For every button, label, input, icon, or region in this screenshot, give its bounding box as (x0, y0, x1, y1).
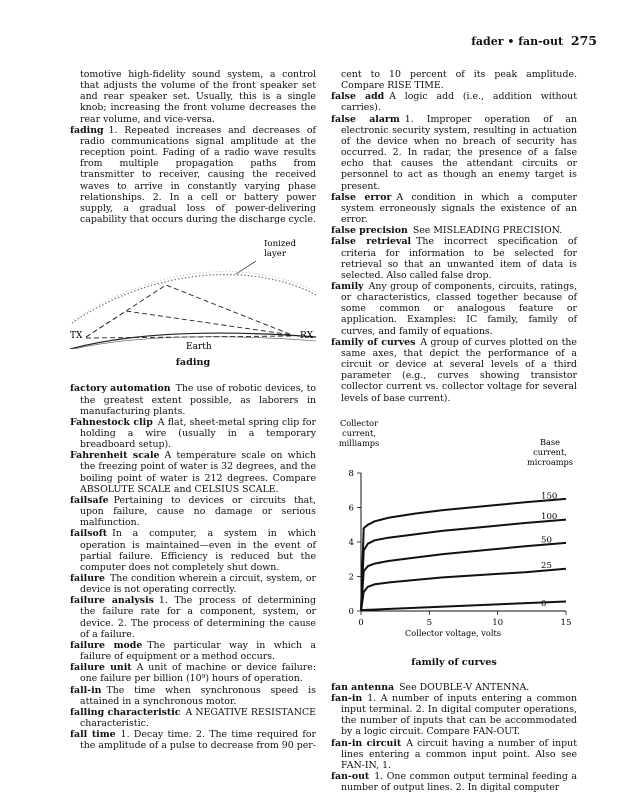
x-tick-label: 0 (358, 617, 364, 628)
right-column (331, 69, 577, 793)
ionized-layer-edge (74, 272, 316, 320)
glossary-entry (331, 91, 577, 113)
entry-term: fall-in (70, 684, 102, 696)
entry-definition: A condition in which a computer system erroneously signals the existence of an error. (341, 191, 577, 226)
entry-term: fan-in circuit (331, 737, 402, 749)
right-bottom-entries (331, 682, 577, 794)
x-axis-label: Collector voltage, volts (405, 627, 501, 638)
chart-caption: family of curves (411, 656, 497, 668)
left-column (70, 69, 316, 752)
entry-term: false retrieval (331, 236, 412, 248)
x-tick-label: 10 (492, 617, 504, 628)
y-tick-label: 8 (348, 468, 354, 479)
glossary-entry (70, 528, 316, 573)
glossary-entry (70, 662, 316, 684)
y-tick-label: 4 (348, 537, 354, 548)
entry-definition: A NEGATIVE RESISTANCE characteristic. (80, 706, 317, 730)
entry-term: family of curves (331, 336, 416, 348)
entry-term: family (331, 280, 364, 292)
entry-definition: 1. Repeated increases and decreases of radio communications signal amplitude at the reception point. Fading of a radio wave results from multiple propagation paths from transmitter to receiver, causing the received waves to arrive in constantly varying phase relationships. 2. In a cell or battery power supply, a gradual loss of power-delivering capability that occurs during the discharge cycle. (80, 124, 316, 226)
rx-label: RX (300, 331, 314, 342)
ionized-layer (72, 275, 316, 323)
page-number: 275 (570, 33, 597, 48)
glossary-entry (70, 495, 316, 528)
curve-label-100: 100 (541, 511, 558, 522)
entry-definition: A group of curves plotted on the same axes, that depict the performance of a circuit or device at several levels of a third parameter (e.g., curves showing transistor collector current vs. collector voltage for several levels of base current). (341, 336, 577, 404)
entry-term: failure (70, 573, 105, 584)
y-tick-label: 2 (348, 572, 354, 583)
glossary-entry (331, 236, 577, 281)
tx-label: TX (70, 331, 83, 342)
curve-label-0: 0 (541, 598, 547, 609)
entry-term: Fahrenheit scale (70, 450, 160, 462)
entry-continuation (70, 69, 316, 125)
entry-term: failure mode (70, 639, 143, 651)
sky-wave-path-1 (86, 285, 292, 337)
running-header (471, 33, 597, 48)
glossary-entry (70, 450, 316, 495)
entry-definition: 1. One common output terminal feeding a number of output lines. 2. In digital computer (341, 771, 577, 794)
entry-term: false error (331, 191, 392, 203)
y-tick-label: 6 (348, 503, 354, 514)
entry-definition: 1. The process of determining the failure rate for a component, system, or device. 2. The process of determining the cause of a failure. (80, 595, 316, 640)
glossary-entry (70, 640, 316, 662)
entry-definition: 1. Decay time. 2. The time required for the amplitude of a pulse to decrease from 90 per- (80, 729, 316, 752)
entry-definition: Pertaining to devices or circuits that, upon failure, cause no damage or serious malfunction. (80, 494, 316, 529)
entry-definition: The incorrect specification of criteria for information to be selected for retrieval so that an unwanted item of data is selected. Also called false drop. (341, 236, 577, 281)
entry-definition: tomotive high-fidelity sound system, a control that adjusts the volume of the front speaker set and rear speaker set. Usually, this is a single knob; increasing the front volume decreases the rear volume, and vice-versa. (80, 69, 316, 125)
family-of-curves-chart (331, 418, 577, 653)
left-top-entries (70, 69, 316, 225)
curve-150 (361, 499, 566, 611)
glossary-entry (331, 281, 577, 337)
entry-term: fan antenna (331, 681, 395, 693)
glossary-entry (331, 771, 577, 793)
entry-term: fan-out (331, 771, 370, 783)
entry-term: false precision (331, 225, 408, 237)
entry-term: failure analysis (70, 595, 154, 607)
entry-term: false alarm (331, 113, 400, 125)
glossary-entry (331, 738, 577, 771)
glossary-entry (70, 417, 316, 450)
entry-definition: The particular way in which a failure of equipment or a method occurs. (80, 639, 316, 663)
entry-definition: A temperature scale on which the freezing point of water is 32 degrees, and the boiling point of water is 212 degrees. Compare ABSOLUTE SCALE and CELSIUS SCALE. (80, 450, 316, 495)
entry-definition: See DOUBLE-V ANTENNA. (399, 681, 530, 693)
fading-figure (70, 237, 316, 349)
curve-label-150: 150 (541, 491, 558, 502)
glossary-entry (70, 729, 316, 751)
entry-term: Fahnestock clip (70, 416, 153, 428)
entry-definition: cent to 10 percent of its peak amplitude. Compare RISE TIME. (341, 69, 577, 92)
curve-0 (361, 598, 566, 610)
entry-definition: In a computer, a system in which operation is maintained—even in the event of partial failure. Efficiency is reduced but the computer does not completely shut down. (80, 528, 316, 573)
entry-term: fading (70, 124, 104, 136)
glossary-entry (70, 707, 316, 729)
entry-definition: A flat, sheet-metal spring clip for holding a wire (usually in a temporary breadboard setup). (80, 416, 317, 451)
glossary-entry (331, 192, 577, 225)
y-tick-label: 0 (348, 606, 354, 617)
entry-term: falling characteristic (70, 706, 181, 718)
entry-definition: A logic add (i.e., addition without carries). (341, 91, 577, 114)
legend-title: Base current, microamps (527, 436, 573, 467)
entry-definition: 1. Improper operation of an electronic security system, resulting in actuation of the device when no breach of security has occurred. 2. In radar, the presence of a false echo that causes the attendant circuits or personnel to act as though an enemy target is present. (341, 113, 577, 192)
entry-definition: The time when synchronous speed is attained in a synchronous motor. (80, 684, 316, 707)
glossary-entry (70, 125, 316, 225)
glossary-entry (70, 685, 316, 707)
glossary-entry (70, 573, 316, 595)
y-axis-label: Collector current, milliamps (338, 417, 380, 448)
entry-term: failsafe (70, 494, 109, 506)
entry-term: false add (331, 91, 385, 103)
glossary-entry (331, 682, 577, 693)
entry-definition: The condition wherein a circuit, system, or device is not operating correctly. (80, 573, 316, 596)
entry-definition: A unit of machine or device failure: one failure per billion (10⁹) hours of operation. (80, 662, 316, 685)
left-bottom-entries (70, 383, 316, 751)
earth-label: Earth (186, 342, 212, 350)
curve-label-50: 50 (541, 535, 552, 545)
glossary-entry (331, 337, 577, 404)
entry-definition: Any group of components, circuits, ratings, or characteristics, classed together because of some common or analogous feature or application. Examples: IC family, family of curves, and family of equations. (341, 280, 577, 337)
glossary-entry (331, 225, 577, 236)
x-tick-label: 5 (426, 617, 433, 628)
entry-term: failure unit (70, 662, 132, 674)
curve-label-25: 25 (541, 560, 552, 571)
entry-definition: The use of robotic devices, to the greatest extent possible, as laborers in manufacturing plants. (80, 383, 316, 417)
curve-25 (361, 568, 566, 610)
x-tick-label: 15 (560, 617, 572, 628)
fading-caption: fading (175, 357, 211, 369)
entry-definition: See MISLEADING PRECISION. (412, 225, 563, 237)
entry-continuation (331, 69, 577, 91)
entry-definition: 1. A number of inputs entering a common input terminal. 2. In digital computer operations, the number of inputs that can be accommodated by a logic circuit. Compare FAN-OUT. (341, 693, 577, 738)
ionized-layer-label: Ionized layer (264, 239, 296, 260)
curve-100 (361, 519, 566, 610)
entry-term: fall time (70, 729, 116, 741)
glossary-entry (331, 693, 577, 738)
glossary-entry (331, 114, 577, 192)
entry-definition: A circuit having a number of input lines entering a common input point. Also see FAN-IN, 1. (341, 737, 577, 771)
right-top-entries (331, 69, 577, 404)
entry-term: fan-in (331, 693, 363, 704)
glossary-entry (70, 383, 316, 416)
entry-term: failsoft (70, 528, 108, 540)
glossary-entry (70, 595, 316, 640)
entry-term: factory automation (70, 383, 171, 395)
running-head: fader • fan-out (471, 35, 564, 48)
